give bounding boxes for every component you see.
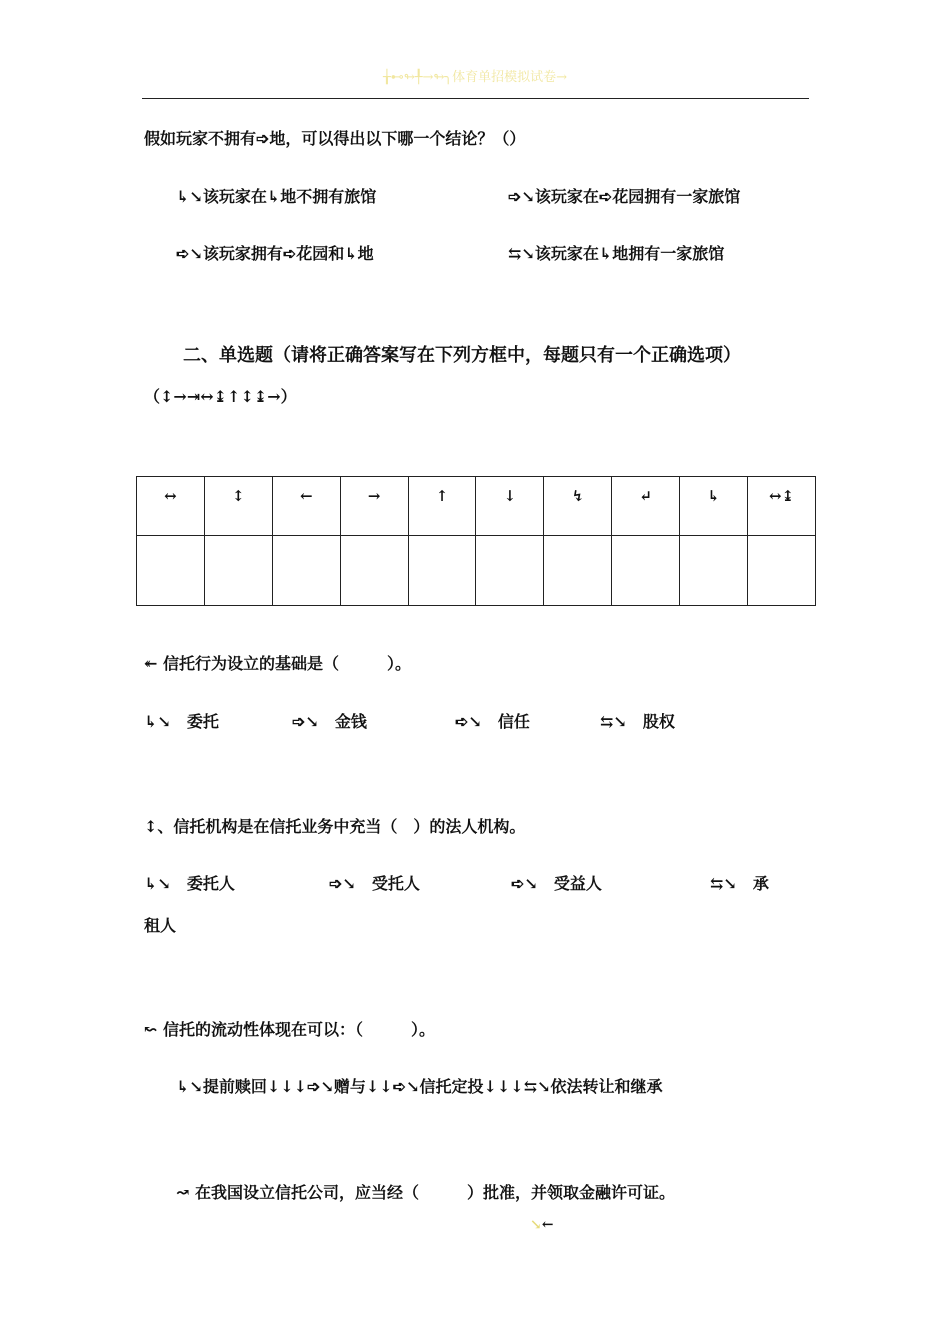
answer-cell[interactable] [612, 536, 680, 606]
question-2-option-d-wrap: 租人 [144, 916, 177, 935]
option-marker: ➩↘ [329, 874, 356, 893]
answer-grid-answer-row [137, 536, 816, 606]
section-title: 二、单选题（请将正确答案写在下列方框中，每题只有一个正确选项） [183, 345, 741, 366]
answer-grid-header: ↵ [612, 477, 680, 536]
answer-cell[interactable] [680, 536, 748, 606]
header-rule [142, 98, 809, 99]
footer-mark: ↘ [530, 1217, 542, 1233]
option-marker: ➪↘ [511, 874, 538, 893]
intro-option-d: ⇆↘该玩家在↳地拥有一家旅馆 [508, 244, 725, 263]
answer-cell[interactable] [544, 536, 612, 606]
intro-option-a: ↳↘该玩家在↳地不拥有旅馆 [176, 187, 377, 206]
option-text: 委托人 [186, 874, 235, 893]
option-text: 金钱 [334, 712, 367, 731]
option-marker: ➩↘ [292, 712, 319, 731]
option-marker: ⇆↘ [600, 712, 627, 731]
section-score: （↕→⇥↔↨↑↕↨→） [144, 387, 297, 406]
question-4-stem: ↝ 在我国设立信托公司，应当经（ ）批准，并领取金融许可证。 [176, 1183, 675, 1202]
option-text: 受托人 [371, 874, 420, 893]
option-marker: ➪↘ [455, 712, 482, 731]
answer-grid-header: ↔ [137, 477, 205, 536]
question-1-option-a [144, 709, 219, 732]
answer-grid-header: → [340, 477, 408, 536]
option-text: 受益人 [553, 874, 602, 893]
question-2-option-d [710, 871, 769, 894]
question-2-option-a [144, 871, 235, 894]
question-3-options: ↳↘提前赎回↓↓↓➩↘赠与↓↓➪↘信托定投↓↓↓⇆↘依法转让和继承 [176, 1077, 663, 1096]
answer-cell[interactable] [272, 536, 340, 606]
option-text: 信任 [497, 712, 530, 731]
option-text: 委托 [186, 712, 219, 731]
answer-cell[interactable] [340, 536, 408, 606]
page-header: ╁⊷↬╀→↬╮体育单招模拟试卷→ [382, 70, 568, 85]
question-2-option-c [511, 871, 602, 894]
answer-grid [136, 476, 816, 606]
answer-cell[interactable] [748, 536, 816, 606]
answer-grid-header-row [137, 477, 816, 536]
question-1-stem: ↞ 信托行为设立的基础是（ ）。 [144, 654, 411, 673]
question-2-stem: ↕、信托机构是在信托业务中充当（ ）的法人机构。 [144, 817, 526, 836]
option-marker: ⇆↘ [710, 874, 737, 893]
option-text: 股权 [642, 712, 675, 731]
answer-grid-header: ↯ [544, 477, 612, 536]
answer-cell[interactable] [137, 536, 205, 606]
answer-grid-header: ↑ [408, 477, 476, 536]
question-1-option-d [600, 709, 675, 732]
intro-option-b: ➩↘该玩家在➪花园拥有一家旅馆 [508, 187, 741, 206]
answer-cell[interactable] [204, 536, 272, 606]
option-marker: ↳↘ [144, 712, 171, 731]
option-marker: ↳↘ [144, 874, 171, 893]
intro-option-c: ➪↘该玩家拥有➪花园和↳地 [176, 244, 374, 263]
answer-grid-header: ↔↨ [748, 477, 816, 536]
answer-grid-header: ← [272, 477, 340, 536]
page-footer [530, 1217, 553, 1233]
answer-grid-header: ↕ [204, 477, 272, 536]
answer-cell[interactable] [408, 536, 476, 606]
question-1-option-b [292, 709, 367, 732]
answer-grid-header: ↳ [680, 477, 748, 536]
intro-question: 假如玩家不拥有➩地，可以得出以下哪一个结论？（） [144, 129, 526, 148]
question-1-option-c [455, 709, 530, 732]
question-2-option-b [329, 871, 420, 894]
question-3-stem: ↜ 信托的流动性体现在可以：（ ）。 [144, 1020, 435, 1039]
answer-cell[interactable] [476, 536, 544, 606]
page-number: ← [541, 1217, 554, 1233]
answer-grid-header: ↓ [476, 477, 544, 536]
option-text: 承 [752, 874, 769, 893]
